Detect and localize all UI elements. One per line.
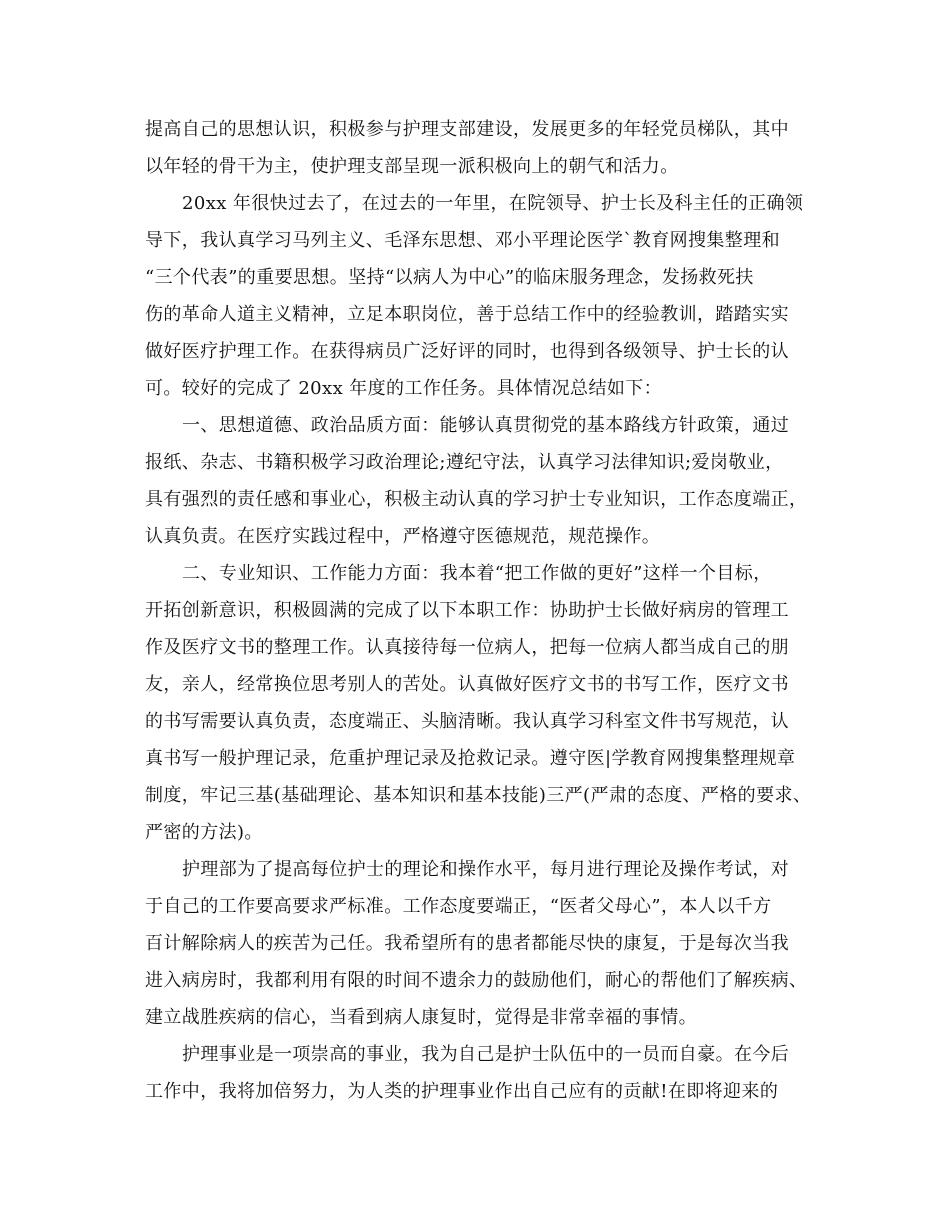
text-line: 二、专业知识、工作能力方面：我本着“把工作做的更好”这样一个目标， xyxy=(182,563,772,584)
text-line: 一、思想道德、政治品质方面：能够认真贯彻党的基本路线方针政策，通过 xyxy=(182,415,790,436)
text-line: 报纸、杂志、书籍积极学习政治理论;遵纪守法，认真学习法律知识;爱岗敬业， xyxy=(145,452,784,473)
text-line: 进入病房时，我都利用有限的时间不遗余力的鼓励他们，耐心的帮他们了解疾病、 xyxy=(145,970,808,991)
text-line: 工作中，我将加倍努力，为人类的护理事业作出自己应有的贡献!在即将迎来的 xyxy=(145,1081,779,1102)
text-line: 以年轻的骨干为主，使护理支部呈现一派积极向上的朝气和活力。 xyxy=(145,156,679,177)
text-line: 导下，我认真学习马列主义、毛泽东思想、邓小平理论医学`教育网搜集整理和 xyxy=(145,230,780,251)
text-line: 于自己的工作要高要求严标准。工作态度要端正，“医者父母心”，本人以千方 xyxy=(145,896,772,917)
text-line: 20xx 年很快过去了，在过去的一年里，在院领导、护士长及科主任的正确领 xyxy=(182,193,804,214)
text-line: 严密的方法)。 xyxy=(145,822,263,843)
text-line: 制度，牢记三基(基础理论、基本知识和基本技能)三严(严肃的态度、严格的要求、 xyxy=(145,785,812,806)
text-line: 做好医疗护理工作。在获得病员广泛好评的同时，也得到各级领导、护士长的认 xyxy=(145,341,789,362)
text-line: 具有强烈的责任感和事业心，积极主动认真的学习护士专业知识，工作态度端正， xyxy=(145,489,808,510)
text-line: 百计解除病人的疾苦为己任。我希望所有的患者都能尽快的康复，于是每次当我 xyxy=(145,933,789,954)
text-line: 提高自己的思想认识，积极参与护理支部建设，发展更多的年轻党员梯队，其中 xyxy=(145,119,789,140)
text-line: 可。较好的完成了 20xx 年度的工作任务。具体情况总结如下： xyxy=(145,378,663,399)
text-line: 的书写需要认真负责，态度端正、头脑清晰。我认真学习科室文件书写规范，认 xyxy=(145,711,789,732)
text-line: 友，亲人，经常换位思考别人的苦处。认真做好医疗文书的书写工作，医疗文书 xyxy=(145,674,789,695)
text-line: 建立战胜疾病的信心，当看到病人康复时，觉得是非常幸福的事情。 xyxy=(145,1007,697,1028)
text-line: 开拓创新意识，积极圆满的完成了以下本职工作：协助护士长做好病房的管理工 xyxy=(145,600,789,621)
text-line: “三个代表”的重要思想。坚持“以病人为中心”的临床服务理念，发扬救死扶 xyxy=(145,267,754,288)
text-line: 认真负责。在医疗实践过程中，严格遵守医德规范，规范操作。 xyxy=(145,526,661,547)
text-line: 真书写一般护理记录，危重护理记录及抢救记录。遵守医|学教育网搜集整理规章 xyxy=(145,748,796,769)
text-line: 护理事业是一项崇高的事业，我为自己是护士队伍中的一员而自豪。在今后 xyxy=(182,1044,790,1065)
text-line: 护理部为了提高每位护士的理论和操作水平，每月进行理论及操作考试，对 xyxy=(182,859,790,880)
text-line: 作及医疗文书的整理工作。认真接待每一位病人，把每一位病人都当成自己的朋 xyxy=(145,637,789,658)
text-line: 伤的革命人道主义精神，立足本职岗位，善于总结工作中的经验教训，踏踏实实 xyxy=(145,304,789,325)
